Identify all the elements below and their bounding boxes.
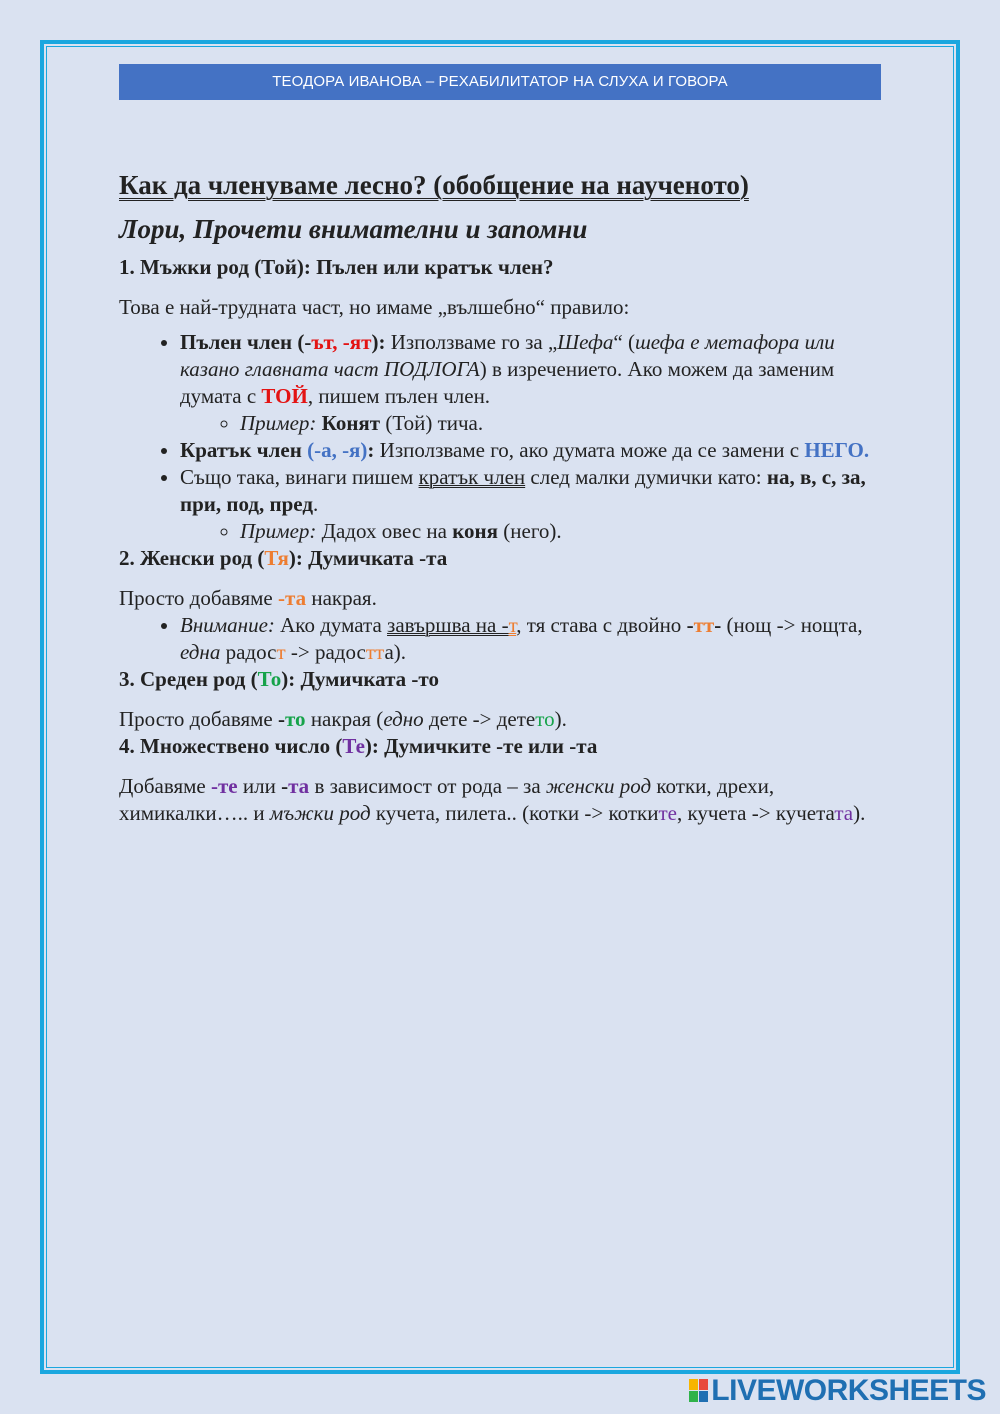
list-item-short-article: • Кратък член (-а, -я): Използваме го, ако думата може да се замени с НЕГО. — [180, 437, 889, 464]
keyword-nego: НЕГО. — [804, 438, 870, 462]
section-4-heading: 4. Множествено число (Те): Думичките -те или -та — [119, 734, 598, 758]
example-item: ◦ Пример: Дадох овес на коня (него). — [240, 518, 889, 545]
document-body — [119, 164, 889, 827]
page-subtitle: Лори, Прочети внимателни и запомни — [119, 214, 588, 244]
example-item: ◦ Пример: Конят (Той) тича. — [240, 410, 889, 437]
header-banner: ТЕОДОРА ИВАНОВА – РЕХАБИЛИТАТОР НА СЛУХА И ГОВОРА — [119, 64, 881, 100]
section-2-heading: 2. Женски род (Тя): Думичката -та — [119, 546, 448, 570]
section-1-intro: Това е най-трудната част, но имаме „вълшебно“ правило: — [119, 295, 630, 319]
keyword-toy: ТОЙ — [261, 384, 308, 408]
section-4-text: Добавяме -те или -та в зависимост от рода – за женски род котки, дрехи, химикалки….. и мъжки род кучета, пилета.. (котки -> котките, кучета -> кучетата). — [119, 774, 866, 825]
liveworksheets-logo[interactable] — [689, 1374, 986, 1408]
section-1-heading: 1. Мъжки род (Той): Пълен или кратък член? — [119, 255, 554, 279]
section-1-list — [119, 329, 889, 545]
section-2-list — [119, 612, 889, 666]
section-3-text: Просто добавяме -то накрая (едно дете -> детето). — [119, 707, 567, 731]
logo-icon — [689, 1379, 709, 1403]
list-item-attention: • Внимание: Ако думата завършва на -т, тя става с двойно -тт- (нощ -> нощта, една радост -> радостта). — [180, 612, 889, 666]
section-3-heading: 3. Среден род (То): Думичката -то — [119, 667, 439, 691]
page-title: Как да членуваме лесно? (обобщение на наученото) — [119, 170, 749, 200]
section-2-text: Просто добавяме -та накрая. — [119, 586, 377, 610]
list-item-prepositions: • Също така, винаги пишем кратък член след малки думички като: на, в, с, за, при, под, пред. ◦ Пример: Дадох овес на коня (него). — [180, 464, 889, 545]
logo-text: LIVEWORKSHEETS — [711, 1374, 986, 1407]
list-item-full-article: • Пълен член (-ът, -ят): Използваме го за „Шефа“ (шефа е метафора или казано главната част ПОДЛОГА) в изречението. Ако можем да заменим думата с ТОЙ, пишем пълен член. ◦ Пример: Конят (Той) тича. — [180, 329, 889, 437]
